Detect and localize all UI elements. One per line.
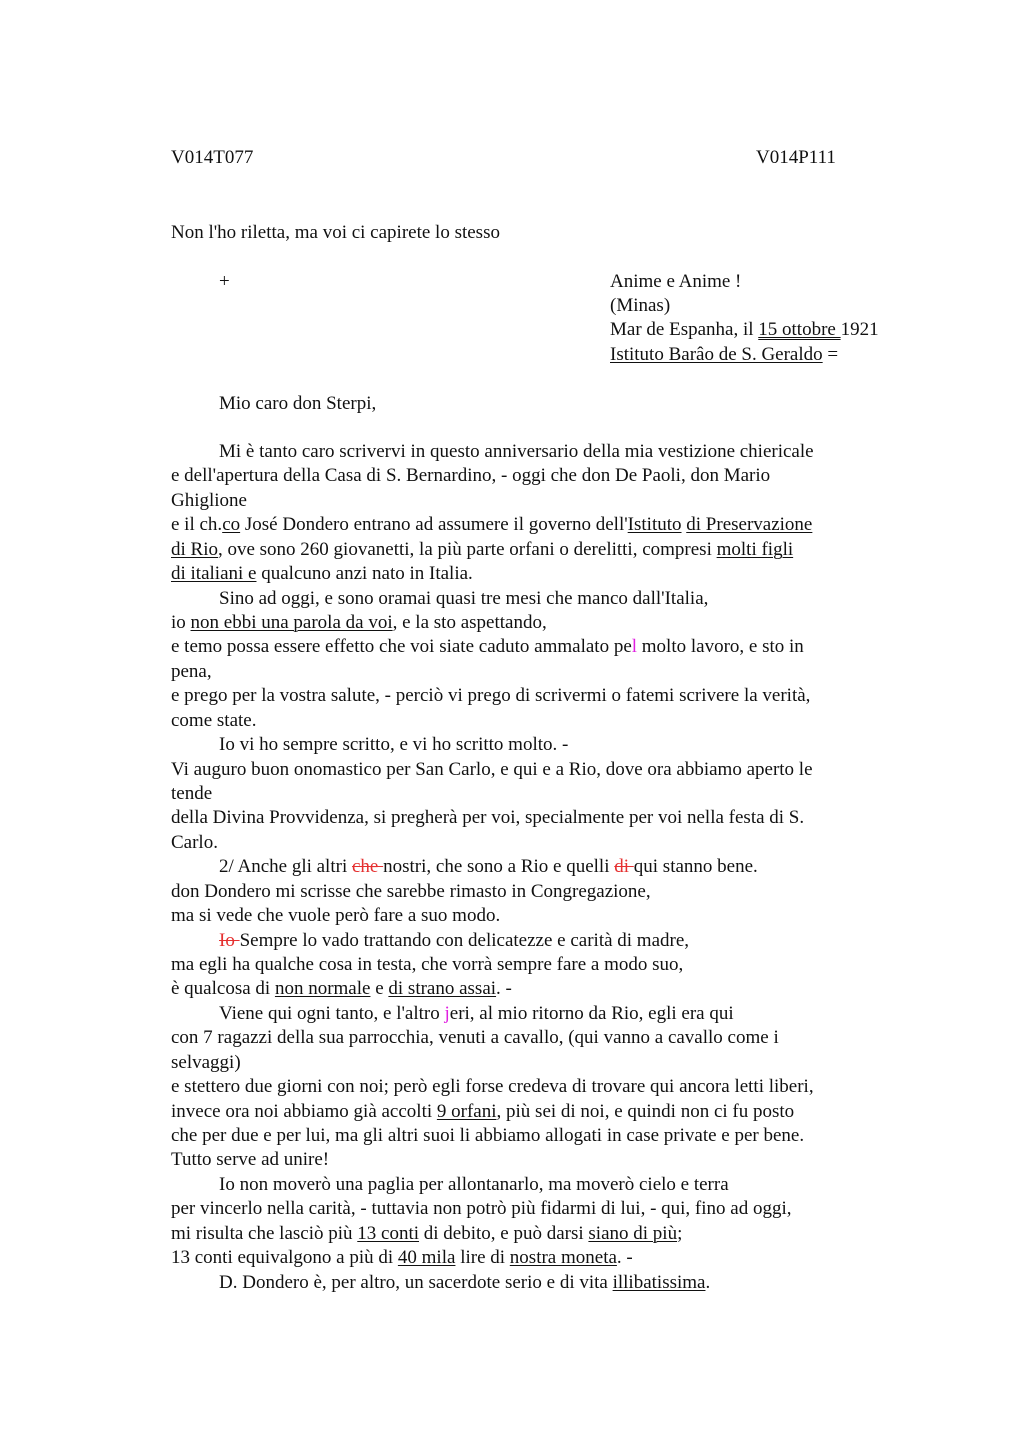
text-span: mi risulta che lasciò più — [171, 1223, 358, 1244]
text-span: molto lavoro, e sto in — [637, 636, 804, 657]
date-underlined: 15 ottobre — [758, 319, 841, 340]
body-line — [171, 1222, 682, 1246]
inserted-letter: j — [444, 1003, 450, 1024]
text-span: invece ora noi abbiamo già accolti — [171, 1101, 437, 1122]
text-span: , e la sto aspettando, — [392, 612, 547, 633]
body-line: Io non moverò una paglia per allontanarlo, ma moverò cielo e terra — [219, 1174, 729, 1195]
struck-text: che — [351, 856, 384, 877]
body-line: ma si vede che vuole però fare a suo modo. — [171, 905, 501, 926]
text-span: . — [705, 1272, 711, 1293]
body-line: Mi è tanto caro scrivervi in questo anniversario della mia vestizione chiericale — [219, 441, 814, 462]
institute-suffix: = — [822, 344, 839, 365]
text-span: di debito, e può darsi — [419, 1223, 589, 1244]
address-line-1: Anime e Anime ! — [610, 271, 742, 292]
text-span: è qualcosa di — [171, 978, 275, 999]
text-span: e — [370, 978, 389, 999]
institute-name: Istituto Barâo de S. Geraldo — [610, 344, 823, 365]
body-line: che per due e per lui, ma gli altri suoi li abbiamo allogati in case private e per bene. — [171, 1125, 805, 1146]
underlined-text: nostra moneta — [509, 1247, 617, 1268]
body-line: Sino ad oggi, e sono oramai quasi tre mesi che manco dall'Italia, — [219, 588, 709, 609]
underlined-text: 9 orfani — [436, 1101, 497, 1122]
text-span: e il ch. — [171, 514, 223, 535]
underlined-text: non normale — [274, 978, 371, 999]
body-line: come state. — [171, 710, 257, 731]
body-line: Vi auguro buon onomastico per San Carlo, e qui e a Rio, dove ora abbiamo aperto le — [171, 759, 813, 780]
text-span: nostri, che sono a Rio e quelli — [383, 856, 615, 877]
body-line — [171, 977, 512, 1001]
inserted-letter: l — [631, 636, 638, 657]
header-right-code: V014P111 — [756, 147, 836, 168]
date-year: 1921 — [840, 319, 879, 340]
body-line: pena, — [171, 661, 212, 682]
body-line — [219, 1271, 710, 1295]
body-line — [219, 929, 689, 953]
struck-text: di — [614, 856, 634, 877]
body-line — [171, 635, 804, 659]
underlined-text: di strano assai — [388, 978, 497, 999]
body-line: con 7 ragazzi della sua parrocchia, venuti a cavallo, (qui vanno a cavallo come i — [171, 1027, 779, 1048]
underlined-text: 40 mila — [397, 1247, 456, 1268]
underlined-text: 13 conti — [357, 1223, 420, 1244]
body-line: e dell'apertura della Casa di S. Bernardino, - oggi che don De Paoli, don Mario — [171, 465, 771, 486]
body-line — [219, 855, 758, 879]
body-line: e prego per la vostra salute, - perciò vi prego di scrivermi o fatemi scrivere la verità, — [171, 685, 811, 706]
underlined-text: Istituto — [627, 514, 682, 535]
struck-text: Io — [219, 930, 240, 951]
text-span: Sempre lo vado trattando con delicatezze e carità di madre, — [239, 930, 690, 951]
text-span: qui stanno bene. — [633, 856, 758, 877]
date-prefix: Mar de Espanha, il — [610, 319, 759, 340]
body-line: don Dondero mi scrisse che sarebbe rimasto in Congregazione, — [171, 881, 651, 902]
text-span: 13 conti equivalgono a più di — [171, 1247, 398, 1268]
body-line: Tutto serve ad unire! — [171, 1149, 330, 1170]
body-line: Io vi ho sempre scritto, e vi ho scritto molto. - — [219, 734, 569, 755]
underlined-text: molti figli — [716, 539, 794, 560]
underlined-text: illibatissima — [612, 1272, 706, 1293]
salutation: Mio caro don Sterpi, — [219, 393, 377, 414]
preface-note: Non l'ho riletta, ma voi ci capirete lo stesso — [171, 222, 500, 243]
body-line: e stettero due giorni con noi; però egli forse credeva di trovare qui ancora letti liberi, — [171, 1076, 814, 1097]
text-span: ; — [677, 1223, 683, 1244]
text-span: Viene qui ogni tanto, e l'altro — [219, 1003, 445, 1024]
underlined-text: di Preservazione — [686, 514, 813, 535]
body-line: della Divina Provvidenza, si pregherà per voi, specialmente per voi nella festa di S. — [171, 807, 805, 828]
address-date — [610, 318, 879, 342]
text-span: José Dondero entrano ad assumere il governo dell' — [240, 514, 628, 535]
body-line — [171, 538, 793, 562]
body-line — [219, 1002, 734, 1026]
text-span: . - — [616, 1247, 633, 1268]
body-line: tende — [171, 783, 213, 804]
text-span: 2/ Anche gli altri — [219, 856, 352, 877]
text-span: e temo possa essere effetto che voi siate caduto ammalato pe — [171, 636, 632, 657]
text-span: , più sei di noi, e quindi non ci fu posto — [496, 1101, 795, 1122]
body-line: per vincerlo nella carità, - tuttavia non potrò più fidarmi di lui, - qui, fino ad oggi, — [171, 1198, 792, 1219]
text-span: qualcuno anzi nato in Italia. — [256, 563, 473, 584]
cross-symbol: + — [219, 271, 230, 292]
body-line: Ghiglione — [171, 490, 247, 511]
underlined-text: non ebbi una parola da voi — [190, 612, 393, 633]
text-span: eri, al mio ritorno da Rio, egli era qui — [449, 1003, 734, 1024]
body-line — [171, 1100, 794, 1124]
body-line — [171, 562, 473, 586]
underlined-text: di Rio — [171, 539, 218, 560]
underlined-text: co — [222, 514, 241, 535]
address-institute — [610, 343, 838, 367]
header-left-code: V014T077 — [171, 147, 254, 168]
body-line: Carlo. — [171, 832, 218, 853]
body-line: selvaggi) — [171, 1052, 241, 1073]
body-line: ma egli ha qualche cosa in testa, che vorrà sempre fare a modo suo, — [171, 954, 684, 975]
address-line-2: (Minas) — [610, 295, 671, 316]
text-span: D. Dondero è, per altro, un sacerdote serio e di vita — [219, 1272, 613, 1293]
text-span: , ove sono 260 giovanetti, la più parte orfani o derelitti, compresi — [217, 539, 717, 560]
underlined-text: di italiani e — [171, 563, 257, 584]
text-span: lire di — [455, 1247, 510, 1268]
body-line — [171, 1246, 633, 1270]
text-span: io — [171, 612, 191, 633]
body-line — [171, 513, 812, 537]
body-line — [171, 611, 547, 635]
text-span: . - — [496, 978, 512, 999]
underlined-text: siano di più — [588, 1223, 678, 1244]
